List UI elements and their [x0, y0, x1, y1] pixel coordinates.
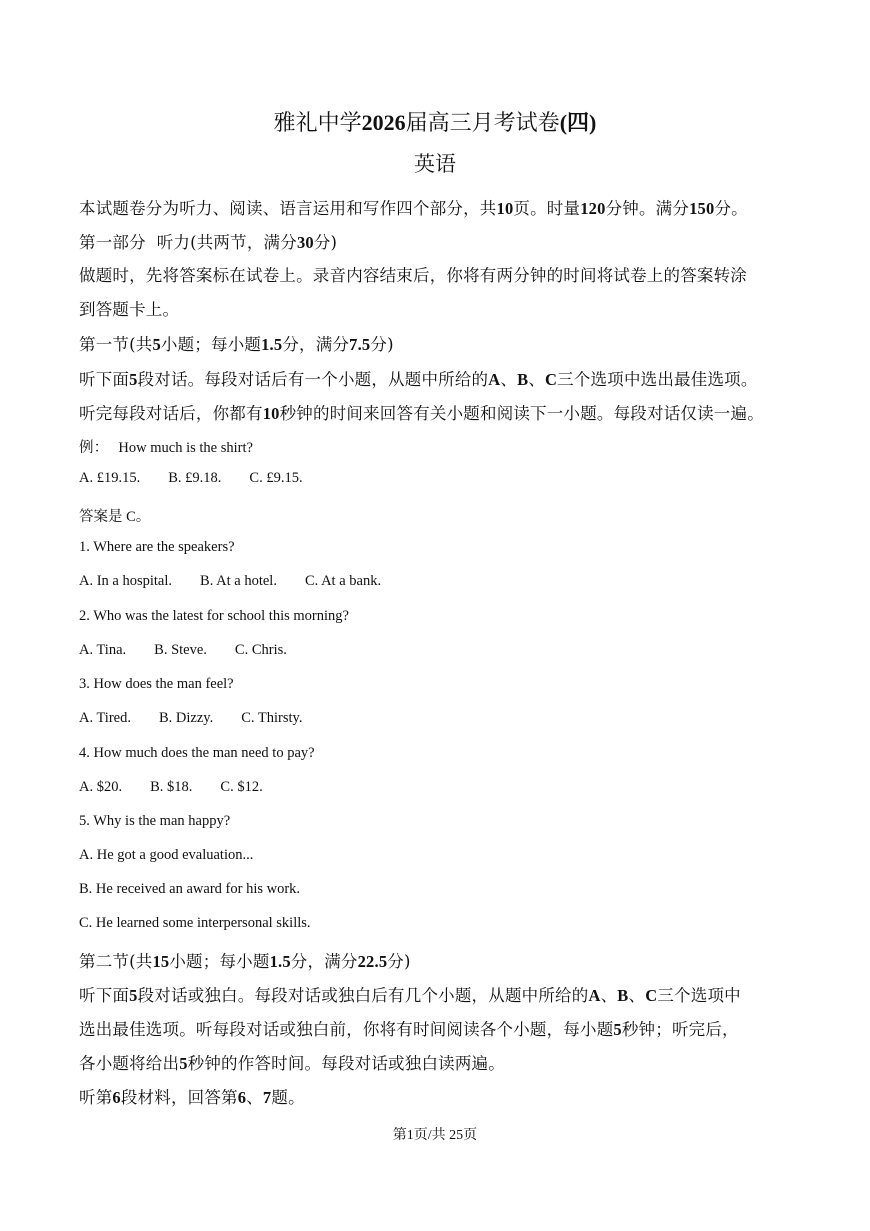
- intro-minutes: 120: [580, 199, 606, 218]
- s2-l1-A: A: [588, 986, 601, 1005]
- question-3-options: [79, 710, 302, 727]
- example-label: 例：: [79, 440, 109, 456]
- title-year: 2026: [361, 110, 406, 135]
- intro-text-4: 分。: [714, 199, 748, 218]
- q1-option-b: B. At a hotel.: [200, 573, 277, 589]
- title-text: 届高三月考试卷: [405, 111, 560, 136]
- example-option-c: C. £9.15.: [249, 470, 303, 486]
- s2-total: 22.5: [357, 952, 388, 971]
- example-option-b: B. £9.18.: [168, 470, 222, 486]
- question-4-options: [79, 779, 263, 796]
- section1-heading: [79, 331, 394, 355]
- s2-h-e: 分): [387, 952, 411, 971]
- s2-l3-n: 5: [179, 1054, 188, 1073]
- section2-instruction-4: [79, 1084, 305, 1108]
- intro-pages: 10: [496, 199, 514, 218]
- q5-option-c: C. He learned some interpersonal skills.: [79, 915, 311, 931]
- s1-i1-a: 听下面: [79, 370, 130, 389]
- s2-l1-s1: 、: [600, 986, 618, 1005]
- q4-option-a: A. $20.: [79, 779, 123, 795]
- s2-l2-n: 5: [613, 1020, 622, 1039]
- question-1: 1. Where are the speakers?: [79, 539, 235, 555]
- page-title: [0, 106, 870, 137]
- section2-heading: [79, 948, 411, 972]
- s2-l4-q2: 7: [262, 1088, 272, 1107]
- s2-l2-a: 选出最佳选项。听每段对话或独白前，你将有时间阅读各个小题，每小题: [79, 1020, 614, 1039]
- s1-i1-sep2: 、: [528, 370, 546, 389]
- s1-i1-b: 段对话。每段对话后有一个小题，从题中所给的: [137, 370, 489, 389]
- s1-i2-n: 10: [262, 404, 280, 423]
- section1-instruction-2: [79, 400, 764, 424]
- s2-l3-b: 秒钟的作答时间。每段对话或独白读两遍。: [187, 1054, 505, 1073]
- s1-h-b: (共: [129, 335, 153, 354]
- part1-heading-a: 第一部分 听力: [79, 233, 191, 252]
- title-number: (四): [559, 110, 597, 135]
- page-footer: 第1页/共 25页: [392, 1128, 478, 1143]
- part1-heading: [79, 229, 337, 253]
- s1-i2-a: 听完每段对话后，你都有: [79, 404, 263, 423]
- q2-option-a: A. Tina.: [79, 642, 127, 658]
- s2-l1-b: 段对话或独白。每段对话或独白后有几个小题，从题中所给的: [137, 986, 589, 1005]
- q2-option-c: C. Chris.: [234, 642, 287, 658]
- example-answer: 答案是 C。: [79, 509, 151, 525]
- question-1-options: [79, 573, 381, 590]
- question-4: 4. How much does the man need to pay?: [79, 745, 315, 761]
- s2-l1-B: B: [617, 986, 629, 1005]
- s1-i1-c: 三个选项中选出最佳选项。: [557, 370, 758, 389]
- intro-text-1: 本试题卷分为听力、阅读、语言运用和写作四个部分，共: [79, 199, 497, 218]
- s2-l1-c: 三个选项中: [657, 986, 741, 1005]
- s2-h-a: 第二节: [79, 952, 130, 971]
- s1-total: 7.5: [349, 335, 371, 354]
- part1-score: 30: [296, 233, 314, 252]
- s2-h-b: (共: [129, 952, 153, 971]
- s1-i1-B: B: [517, 370, 529, 389]
- section2-instruction-1: [79, 982, 741, 1006]
- s1-each: 1.5: [261, 335, 283, 354]
- q4-option-c: C. $12.: [220, 779, 263, 795]
- example-options: [79, 470, 303, 487]
- title-school: 雅礼中学: [273, 111, 362, 136]
- q5-option-b: B. He received an award for his work.: [79, 881, 301, 897]
- subject-title: 英语: [414, 152, 456, 176]
- q4-option-b: B. $18.: [150, 779, 193, 795]
- part1-instruction-2: 到答题卡上。: [79, 300, 180, 319]
- q3-option-a: A. Tired.: [79, 710, 131, 726]
- intro-score: 150: [689, 199, 715, 218]
- s2-l2-b: 秒钟；听完后，: [621, 1020, 739, 1039]
- q3-option-c: C. Thirsty.: [241, 710, 303, 726]
- s2-l1-a: 听下面: [79, 986, 130, 1005]
- s1-h-e: 分): [370, 335, 394, 354]
- section2-instruction-2: [79, 1016, 739, 1040]
- s2-l3-a: 各小题将给出: [79, 1054, 180, 1073]
- s2-l1-C: C: [645, 986, 658, 1005]
- s1-i1-n: 5: [129, 370, 138, 389]
- section1-instruction-1: [79, 366, 758, 390]
- s1-h-c: 小题；每小题: [160, 335, 262, 354]
- example-question-text: How much is the shirt?: [118, 440, 253, 456]
- s2-l4-a: 听第: [79, 1088, 113, 1107]
- s2-each: 1.5: [269, 952, 291, 971]
- s1-i1-sep1: 、: [500, 370, 518, 389]
- s2-l1-n: 5: [129, 986, 138, 1005]
- q5-option-a: A. He got a good evaluation...: [79, 847, 254, 863]
- intro-text-2: 页。时量: [513, 199, 581, 218]
- question-2: 2. Who was the latest for school this morning?: [79, 608, 349, 624]
- part1-instruction-1: 做题时，先将答案标在试卷上。录音内容结束后，你将有两分钟的时间将试卷上的答案转涂: [79, 266, 747, 285]
- q1-option-c: C. At a bank.: [304, 573, 382, 589]
- s1-count: 5: [152, 335, 161, 354]
- q3-option-b: B. Dizzy.: [158, 710, 214, 726]
- section2-instruction-3: [79, 1050, 505, 1074]
- question-3: 3. How does the man feel?: [79, 676, 234, 692]
- s2-l4-sep: 、: [246, 1088, 263, 1107]
- s2-l1-s2: 、: [628, 986, 646, 1005]
- s1-i1-A: A: [488, 370, 501, 389]
- s2-l4-n: 6: [112, 1088, 121, 1107]
- s2-l4-c: 题。: [271, 1088, 305, 1107]
- s2-h-d: 分，满分: [290, 952, 358, 971]
- question-2-options: [79, 642, 287, 659]
- part1-heading-b: (共两节，满分: [190, 233, 297, 252]
- q2-option-b: B. Steve.: [154, 642, 207, 658]
- s2-l4-q1: 6: [237, 1088, 247, 1107]
- example-option-a: A. £19.15.: [79, 470, 141, 486]
- s1-h-a: 第一节: [79, 335, 130, 354]
- intro-paragraph: [79, 195, 748, 219]
- s2-count: 15: [152, 952, 170, 971]
- part1-heading-c: 分): [313, 233, 338, 252]
- s2-h-c: 小题；每小题: [169, 952, 270, 971]
- q1-option-a: A. In a hospital.: [79, 573, 173, 589]
- example-question: [79, 436, 253, 457]
- s1-i1-C: C: [545, 370, 558, 389]
- s2-l4-b: 段材料，回答第: [120, 1088, 238, 1107]
- s1-h-d: 分，满分: [282, 335, 350, 354]
- intro-text-3: 分钟。满分: [605, 199, 690, 218]
- question-5: 5. Why is the man happy?: [79, 813, 231, 829]
- s1-i2-b: 秒钟的时间来回答有关小题和阅读下一小题。每段对话仅读一遍。: [279, 404, 764, 423]
